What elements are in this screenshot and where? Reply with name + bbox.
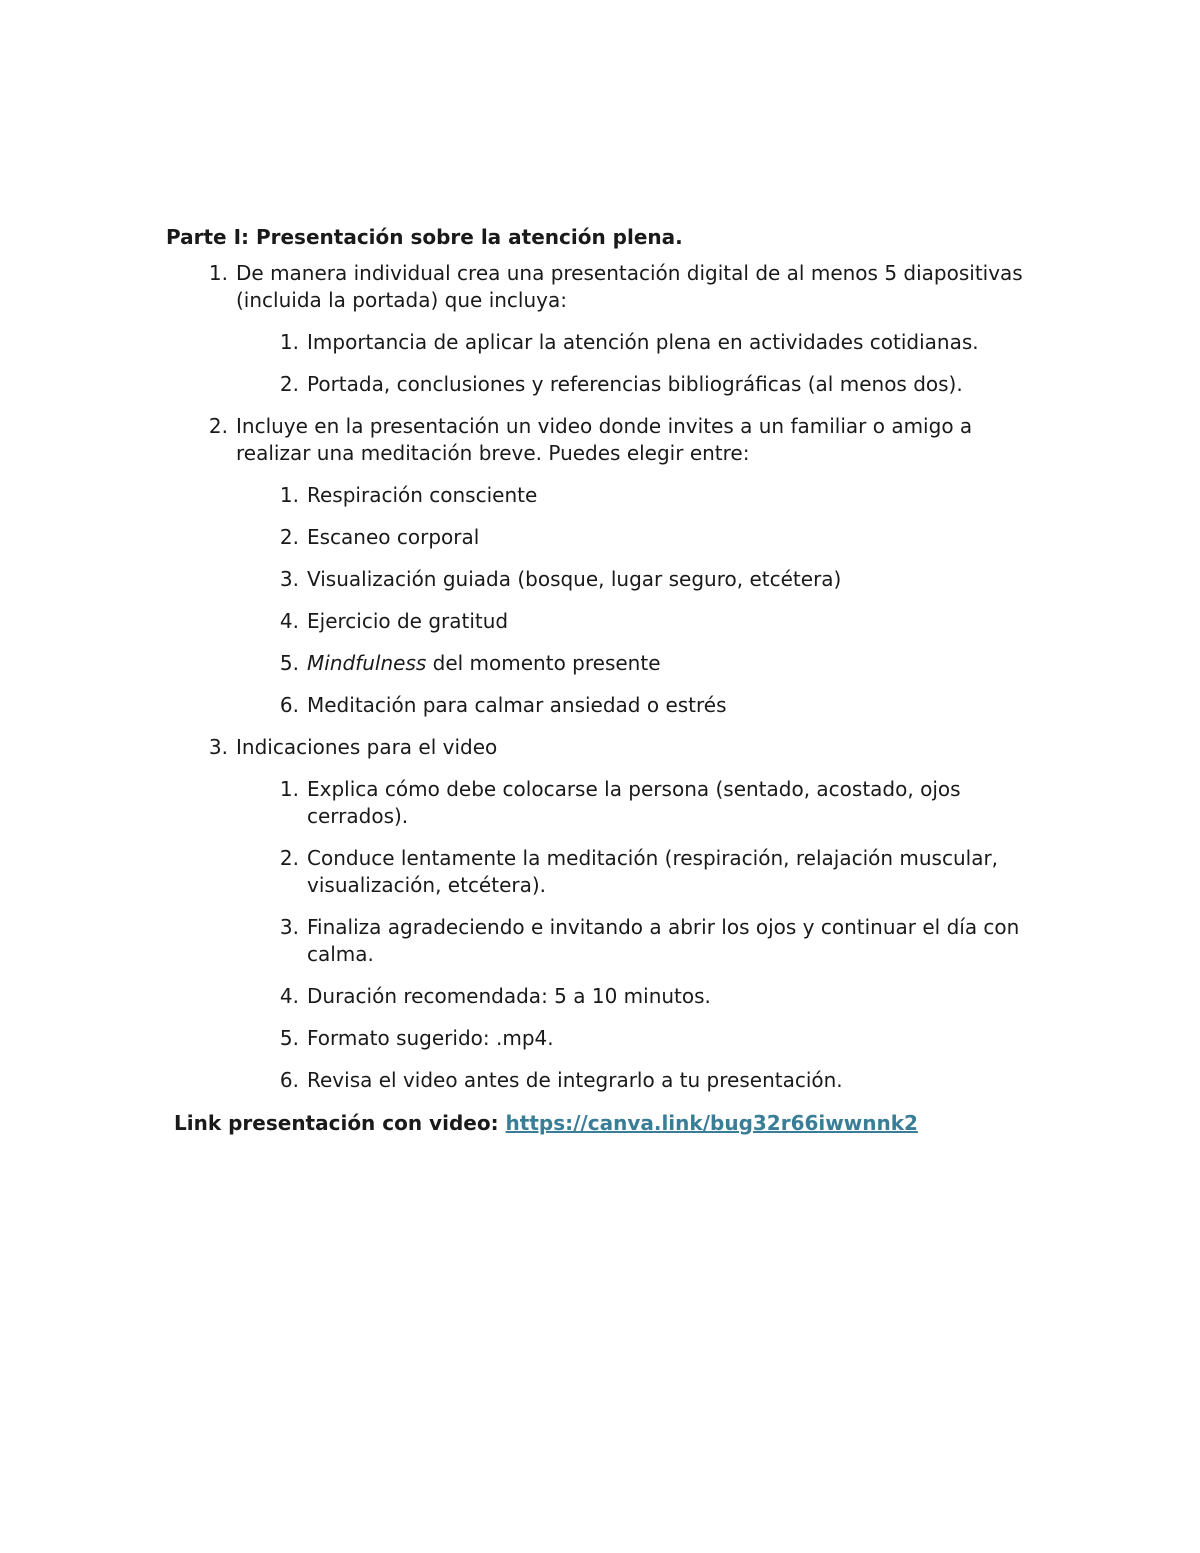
list-item-text: Meditación para calmar ansiedad o estrés — [307, 693, 727, 717]
list-item — [208, 260, 1046, 314]
link-label: Link presentación con video: — [174, 1111, 506, 1135]
sub-list-item — [279, 983, 1046, 1010]
list-number: 1. — [279, 483, 299, 507]
list-number: 6. — [279, 693, 299, 717]
sub-list-item — [279, 371, 1046, 398]
list-number: 5. — [279, 1026, 299, 1050]
list-number: 4. — [279, 609, 299, 633]
list-number: 1. — [279, 330, 299, 354]
list-number: 4. — [279, 984, 299, 1008]
list-number: 2. — [279, 372, 299, 396]
list-item-text: Respiración consciente — [307, 483, 538, 507]
sub-list-item — [279, 845, 1046, 899]
list-item-text: Duración recomendada: 5 a 10 minutos. — [307, 984, 711, 1008]
list-number: 2. — [279, 525, 299, 549]
list-number: 6. — [279, 1068, 299, 1092]
sub-list-item — [279, 1067, 1046, 1094]
list-item — [208, 413, 1046, 467]
list-item-text: Indicaciones para el video — [236, 735, 498, 759]
list-item-text: Ejercicio de gratitud — [307, 609, 509, 633]
list-number: 2. — [208, 414, 228, 438]
list-item-text: Portada, conclusiones y referencias bibliográficas (al menos dos). — [307, 372, 963, 396]
section-heading: Parte I: Presentación sobre la atención plena. — [166, 225, 683, 249]
list-item-text: De manera individual crea una presentación digital de al menos 5 diapositivas (incluida la portada) que incluya: — [236, 261, 1023, 312]
sub-list-item — [279, 776, 1046, 830]
sub-list-item — [279, 692, 1046, 719]
list-item-text: Finaliza agradeciendo e invitando a abrir los ojos y continuar el día con calma. — [307, 915, 1020, 966]
list-number: 3. — [279, 567, 299, 591]
sub-list-item — [279, 650, 1046, 677]
list-number: 3. — [279, 915, 299, 939]
sub-list-item — [279, 1025, 1046, 1052]
presentation-link-line — [174, 1108, 1046, 1138]
list-item-text: Importancia de aplicar la atención plena en actividades cotidianas. — [307, 330, 979, 354]
sub-list-item — [279, 914, 1046, 968]
presentation-link[interactable]: https://canva.link/bug32r66iwwnnk2 — [505, 1111, 918, 1135]
sub-list-item — [279, 329, 1046, 356]
list-item-text: Revisa el video antes de integrarlo a tu presentación. — [307, 1068, 843, 1092]
sub-list-item — [279, 482, 1046, 509]
list-item-text: Visualización guiada (bosque, lugar seguro, etcétera) — [307, 567, 842, 591]
document-content — [166, 222, 1046, 1138]
list-item-text: Incluye en la presentación un video donde invites a un familiar o amigo a realizar una meditación breve. Puedes elegir entre: — [236, 414, 973, 465]
list-number: 2. — [279, 846, 299, 870]
list-item-text: Formato sugerido: .mp4. — [307, 1026, 554, 1050]
list-number: 3. — [208, 735, 228, 759]
list-number: 1. — [279, 777, 299, 801]
list-item-text: Explica cómo debe colocarse la persona (sentado, acostado, ojos cerrados). — [307, 777, 961, 828]
list-number: 1. — [208, 261, 228, 285]
list-item-text: Conduce lentamente la meditación (respiración, relajación muscular, visualización, etcétera). — [307, 846, 999, 897]
sub-list-item — [279, 566, 1046, 593]
list-item-text: del momento presente — [426, 651, 661, 675]
list-number: 5. — [279, 651, 299, 675]
list-item-text: Escaneo corporal — [307, 525, 480, 549]
sub-list-item — [279, 608, 1046, 635]
sub-list-item — [279, 524, 1046, 551]
list-item — [208, 734, 1046, 761]
emphasized-term: Mindfulness — [307, 651, 427, 675]
